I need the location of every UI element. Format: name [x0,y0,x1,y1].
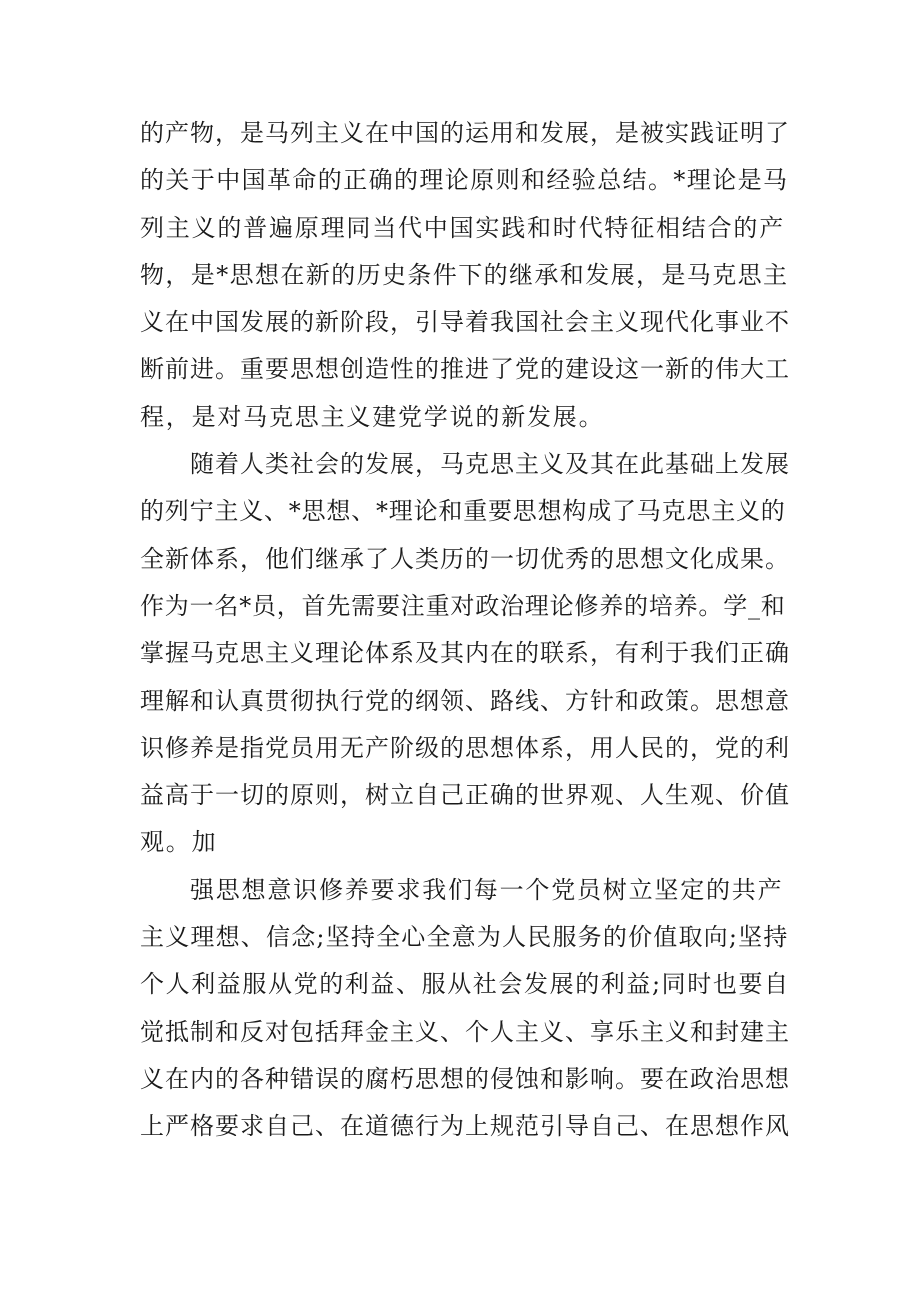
text-line: 益高于一切的原则，树立自己正确的世界观、人生观、价值 [140,781,790,810]
text-line: 上严格要求自己、在道德行为上规范引导自己、在思想作风 [140,1112,790,1141]
text-line: 觉抵制和反对包括拜金主义、个人主义、享乐主义和封建主 [140,1017,790,1046]
paragraph-start-line: 随着人类社会的发展，马克思主义及其在此基础上发展 [190,450,790,479]
text-line: 义在中国发展的新阶段，引导着我国社会主义现代化事业不 [140,308,790,337]
text-line: 观。加 [140,828,218,857]
document-body [140,110,790,1151]
text-line: 主义理想、信念;坚持全心全意为人民服务的价值取向;坚持 [140,923,789,952]
text-line: 物，是*思想在新的历史条件下的继承和发展，是马克思主 [140,260,789,289]
text-line: 的列宁主义、*思想、*理论和重要思想构成了马克思主义的 [140,497,786,526]
paragraph-start-line: 强思想意识修养要求我们每一个党员树立坚定的共产 [190,875,784,904]
text-line: 断前进。重要思想创造性的推进了党的建设这一新的伟大工 [140,355,790,384]
text-line: 作为一名*员，首先需要注重对政治理论修养的培养。学_和 [140,591,786,620]
text-line: 程，是对马克思主义建党学说的新发展。 [140,402,605,431]
text-line: 掌握马克思主义理论体系及其内在的联系，有利于我们正确 [140,639,790,668]
text-line: 识修养是指党员用无产阶级的思想体系，用人民的，党的利 [140,733,790,762]
text-line: 个人利益服从党的利益、服从社会发展的利益;同时也要自 [140,970,790,999]
text-line: 全新体系，他们继承了人类历的一切优秀的思想文化成果。 [140,544,790,573]
text-line: 义在内的各种错误的腐朽思想的侵蚀和影响。要在政治思想 [140,1064,790,1093]
text-line: 列主义的普遍原理同当代中国实践和时代特征相结合的产 [140,213,785,242]
text-line: 的产物，是马列主义在中国的运用和发展，是被实践证明了 [140,119,790,147]
text-line: 的关于中国革命的正确的理论原则和经验总结。*理论是马 [140,166,789,195]
text-line: 理解和认真贯彻执行党的纲领、路线、方针和政策。思想意 [140,686,790,715]
